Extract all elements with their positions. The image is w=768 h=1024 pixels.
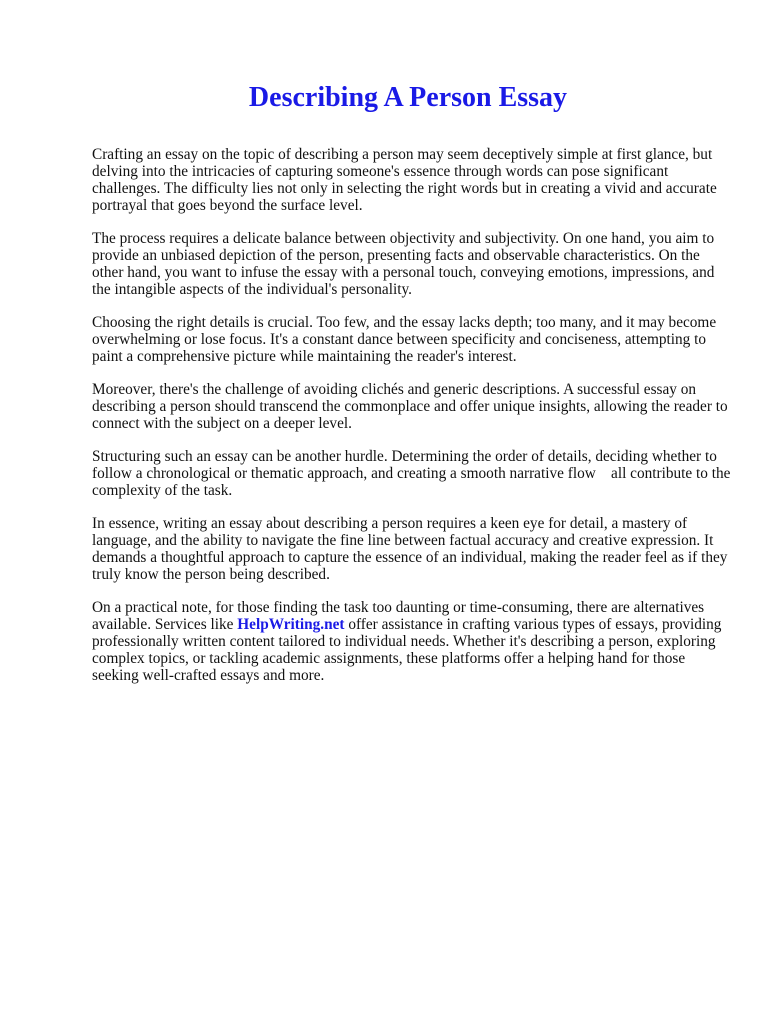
paragraph-2: The process requires a delicate balance between objectivity and subjectivity. On one hand, you aim to provide an unbiased depiction of the person, presenting facts and observable characteristics. On the other hand, you want to infuse the essay with a personal touch, conveying emotions, impressions, and the intangible aspects of the individual's personality. [92,230,715,298]
paragraph-7 [92,599,732,684]
document-body [92,146,735,700]
helpwriting-link[interactable]: HelpWriting.net [237,616,345,633]
paragraph-4: Moreover, there's the challenge of avoiding clichés and generic descriptions. A successful essay on describing a person should transcend the commonplace and offer unique insights, allowing the reader to connect with the subject on a deeper level. [92,381,728,432]
paragraph-7-after: offer assistance in crafting various types of essays, providing professionally written content tailored to individual needs. Whether it's describing a person, exploring complex topics, or tackling academic assignments, these platforms offer a helping hand for those seeking well-crafted essays and more. [92,616,722,684]
paragraph-7-before: On a practical note, for those finding the task too daunting or time-consuming, there are alternatives available. Services like [92,599,705,633]
paragraph-1: Crafting an essay on the topic of describing a person may seem deceptively simple at first glance, but delving into the intricacies of capturing someone's essence through words can pose significant challenges. The difficulty lies not only in selecting the right words but in creating a vivid and accurate portrayal that goes beyond the surface level. [92,146,717,214]
paragraph-5: Structuring such an essay can be another hurdle. Determining the order of details, deciding whether to follow a chronological or thematic approach, and creating a smooth narrative flow all contribute to the complexity of the task. [92,448,735,499]
paragraph-3: Choosing the right details is crucial. Too few, and the essay lacks depth; too many, and it may become overwhelming or lose focus. It's a constant dance between specificity and conciseness, attempting to paint a comprehensive picture while maintaining the reader's interest. [92,314,717,365]
document-title: Describing A Person Essay [248,82,568,113]
paragraph-6: In essence, writing an essay about describing a person requires a keen eye for detail, a mastery of language, and the ability to navigate the fine line between factual accuracy and creative expression. It demands a thoughtful approach to capture the essence of an individual, making the reader feel as if they truly know the person being described. [92,515,728,583]
